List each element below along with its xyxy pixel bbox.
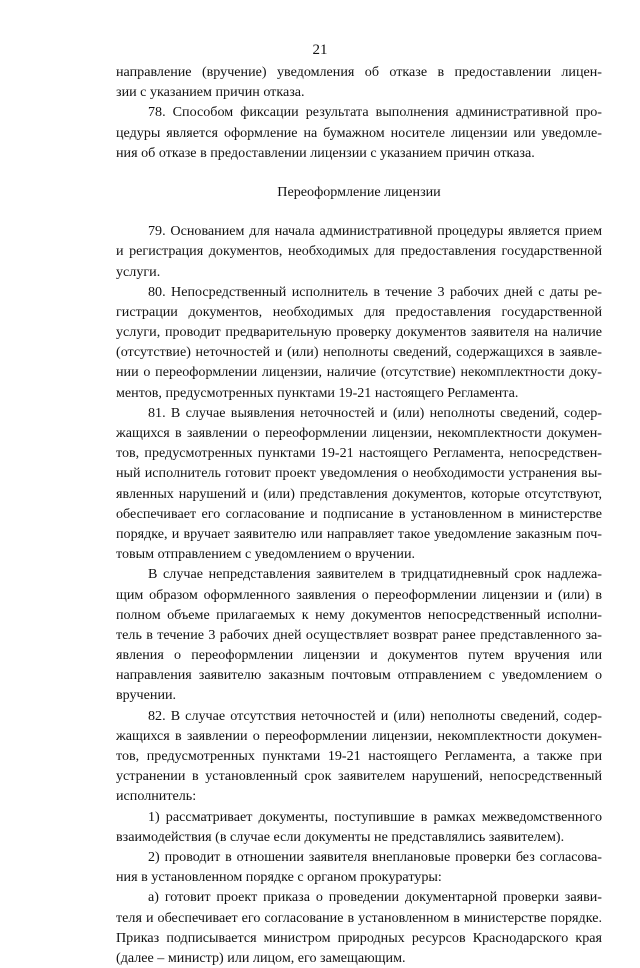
paragraph [116, 847, 602, 887]
text-line: порядке, и вручает заявителю или направляет такое уведомление заказным поч- [116, 525, 602, 542]
text-line: Приказ подписывается министром природных ресурсов Краснодарского края [116, 929, 602, 946]
text-line: ный исполнитель готовит проект уведомления о необходимости устранения вы- [116, 465, 602, 482]
text-line: вручении. [116, 687, 177, 704]
text-line: 80. Непосредственный исполнитель в течение 3 рабочих дней с даты ре- [148, 283, 602, 300]
text-line: тов, предусмотренных пунктами 19-21 настоящего Регламента, а также при [116, 748, 602, 764]
text-line: направления заявителю заказным почтовым отправлением с уведомлением о [116, 667, 602, 684]
text-line: 81. В случае выявления неточностей и (или) неполноты сведений, содер- [148, 404, 602, 421]
text-line: ментов, предусмотренных пунктами 19-21 настоящего Регламента. [116, 384, 519, 401]
paragraph [116, 62, 602, 102]
page-number: 21 [312, 42, 328, 58]
text-line: 2) проводит в отношении заявителя внеплановые проверки без согласова- [148, 848, 602, 865]
text-line: обеспечивает его согласование и подписание в установленном в министерстве [116, 505, 602, 522]
section-heading: Переоформление лицензии [277, 183, 441, 200]
paragraph [116, 403, 602, 565]
text-line: полном объеме прилагаемых к нему документов непосредственный исполни- [116, 606, 602, 623]
text-line: зии с указанием причин отказа. [116, 84, 305, 101]
text-line: и регистрация документов, необходимых для предоставления государственной [116, 243, 602, 260]
text-line: услуги. [116, 263, 161, 280]
text-line: нии о переоформлении лицензии, наличие (отсутствие) некомплектности доку- [116, 364, 602, 381]
text-line: (отсутствие) неточностей и (или) неполноты сведений, содержащихся в заявле- [116, 344, 602, 361]
text-line: услуги, проводит предварительную проверку документов заявителя на наличие [116, 324, 602, 341]
paragraph [116, 887, 602, 968]
text-line: ния в установленном порядке с органом прокуратуры: [116, 869, 442, 886]
spacer [116, 202, 602, 221]
paragraph [116, 282, 602, 403]
text-line: направление (вручение) уведомления об отказе в предоставлении лицен- [116, 64, 602, 80]
text-line: (далее – министр) или лицом, его замещающим. [116, 949, 406, 966]
text-line: взаимодействия (в случае если документы не представлялись заявителем). [116, 828, 565, 845]
text-line: гистрации документов, необходимых для предоставления государственной [116, 303, 602, 320]
paragraph [116, 221, 602, 282]
text-line: 82. В случае отсутствия неточностей и (или) неполноты сведений, содер- [148, 707, 602, 724]
text-line: 79. Основанием для начала административной процедуры является прием [148, 223, 602, 240]
text-line: В случае непредставления заявителем в тридцатидневный срок надлежа- [148, 566, 602, 583]
text-line: а) готовит проект приказа о проведении документарной проверки заяви- [148, 889, 602, 906]
paragraph [116, 102, 602, 163]
text-line: цедуры является оформление на бумажном носителе лицензии или уведомле- [116, 124, 602, 141]
text-line: ния об отказе в предоставлении лицензии с указанием причин отказа. [116, 144, 535, 161]
paragraph [116, 564, 602, 705]
document-body [116, 62, 602, 968]
text-line: жащихся в заявлении о переоформлении лицензии, некомплектности докумен- [116, 727, 602, 744]
text-line: устранении в установленный срок заявителем нарушений, непосредственный [116, 768, 602, 785]
text-line: жащихся в заявлении о переоформлении лицензии, некомплектности докумен- [116, 425, 602, 441]
text-line: товым отправлением с уведомлением о вручении. [116, 546, 416, 563]
text-line: щим образом оформленного заявления о переоформлении лицензии и (или) в [116, 586, 602, 603]
text-line: явления о переоформлении лицензии и документов путем вручения или [116, 647, 602, 664]
text-line: явленных нарушений и (или) представления документов, которые отсутствуют, [116, 485, 602, 502]
text-line: теля и обеспечивает его согласование в установленном в министерстве порядке. [116, 909, 602, 926]
text-line: 1) рассматривает документы, поступившие в рамках межведомственного [148, 808, 602, 825]
text-line: 78. Способом фиксации результата выполнения административной про- [148, 104, 602, 121]
spacer [116, 163, 602, 182]
paragraph [116, 807, 602, 847]
text-line: исполнитель: [116, 788, 197, 805]
paragraph [116, 706, 602, 807]
text-line: тель в течение 3 рабочих дней осуществляет возврат ранее представленного за- [116, 626, 602, 643]
text-line: тов, предусмотренных пунктами 19-21 настоящего Регламента, непосредствен- [116, 445, 602, 462]
